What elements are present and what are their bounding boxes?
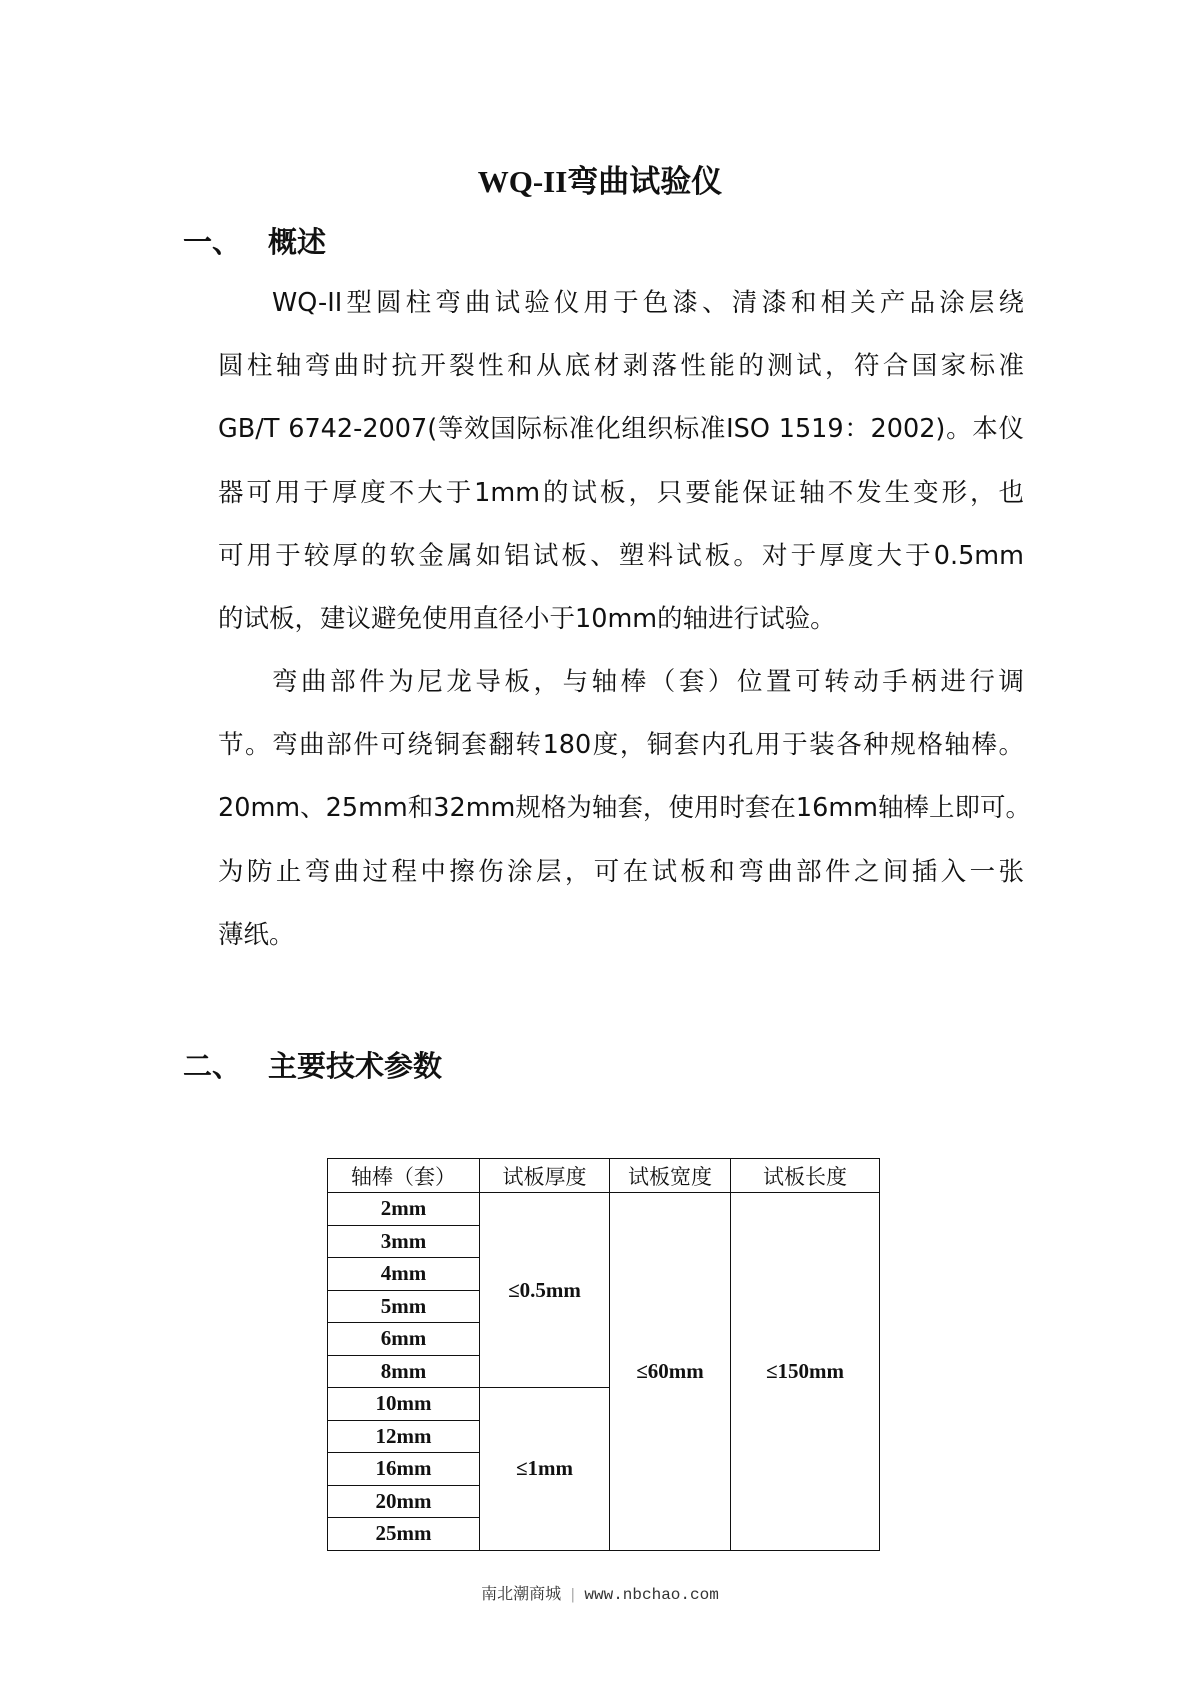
paragraph-line: GB/T 6742-2007(等效国际标准化组织标准ISO 1519：2002)。本仪 — [218, 414, 1024, 445]
paragraph-line: 器可用于厚度不大于1mm的试板，只要能保证轴不发生变形，也 — [218, 477, 1024, 508]
paragraph-line: 为防止弯曲过程中擦伤涂层，可在试板和弯曲部件之间插入一张 — [218, 856, 1024, 887]
rod-size-cell: 2mm — [328, 1193, 480, 1226]
rod-size-cell: 6mm — [328, 1323, 480, 1356]
rod-size-cell: 16mm — [328, 1453, 480, 1486]
document-title: WQ-II弯曲试验仪 — [477, 164, 723, 199]
section-heading-overview — [183, 220, 326, 261]
specs-table — [327, 1158, 880, 1551]
rod-size-cell: 10mm — [328, 1388, 480, 1421]
header-length: 试板长度 — [731, 1159, 880, 1193]
paragraph-overview-2 — [218, 651, 1032, 967]
paragraph-line: 的试板，建议避免使用直径小于10mm的轴进行试验。 — [218, 603, 836, 634]
paragraph-line: 弯曲部件为尼龙导板，与轴棒（套）位置可转动手柄进行调 — [272, 667, 1024, 697]
thickness-cell: ≤0.5mm — [480, 1193, 610, 1388]
header-rod: 轴棒（套） — [328, 1159, 480, 1193]
thickness-cell: ≤1mm — [480, 1388, 610, 1551]
length-cell: ≤150mm — [731, 1193, 880, 1551]
footer-site-name: 南北潮商城 — [481, 1584, 562, 1603]
paragraph-line: WQ-II型圆柱弯曲试验仪用于色漆、清漆和相关产品涂层绕 — [272, 288, 1024, 318]
header-thickness: 试板厚度 — [480, 1159, 610, 1193]
paragraph-line: 薄纸。 — [218, 919, 295, 950]
footer-separator: | — [571, 1586, 575, 1603]
rod-size-cell: 25mm — [328, 1518, 480, 1551]
paragraph-overview-1 — [218, 272, 1024, 651]
paragraph-line: 20mm、25mm和32mm规格为轴套，使用时套在16mm轴棒上即可。 — [218, 793, 1032, 824]
paragraph-line: 可用于较厚的软金属如铝试板、塑料试板。对于厚度大于0.5mm — [218, 540, 1024, 571]
section-number: 二、 — [183, 1049, 242, 1083]
rod-size-cell: 8mm — [328, 1355, 480, 1388]
section-heading-specs — [183, 1044, 442, 1085]
page-footer — [0, 1581, 1200, 1604]
section-number: 一、 — [183, 225, 242, 259]
rod-size-cell: 20mm — [328, 1485, 480, 1518]
paragraph-line: 节。弯曲部件可绕铜套翻转180度，铜套内孔用于装各种规格轴棒。 — [218, 730, 1024, 761]
table-header-row — [328, 1159, 880, 1193]
rod-size-cell: 3mm — [328, 1225, 480, 1258]
paragraph-line: 圆柱轴弯曲时抗开裂性和从底材剥落性能的测试，符合国家标准 — [218, 351, 1024, 382]
section-title: 概述 — [268, 225, 327, 259]
rod-size-cell: 12mm — [328, 1420, 480, 1453]
table-row — [328, 1193, 880, 1226]
footer-url-link[interactable]: www.nbchao.com — [584, 1586, 719, 1604]
header-width: 试板宽度 — [610, 1159, 731, 1193]
section-title: 主要技术参数 — [268, 1049, 443, 1083]
rod-size-cell: 5mm — [328, 1290, 480, 1323]
rod-size-cell: 4mm — [328, 1258, 480, 1291]
width-cell: ≤60mm — [610, 1193, 731, 1551]
